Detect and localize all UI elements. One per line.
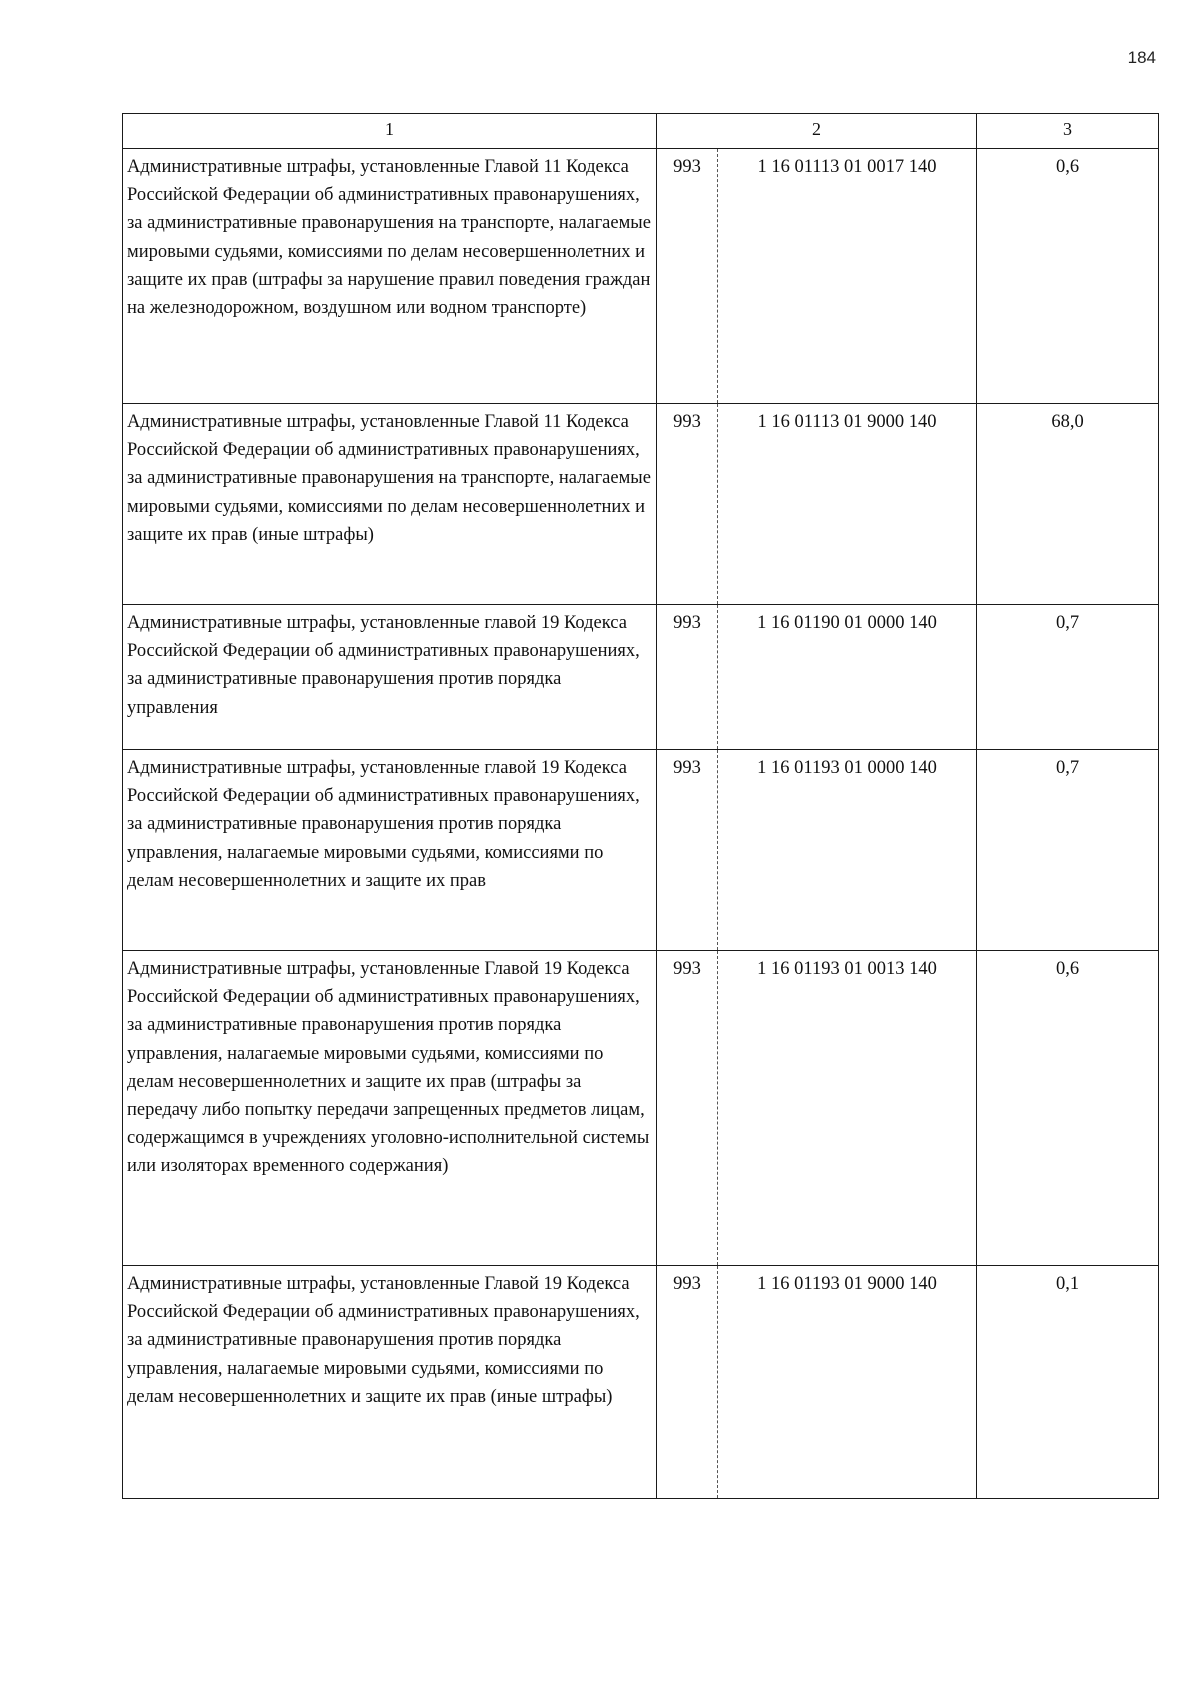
table-row <box>123 1266 1159 1499</box>
budget-code: 1 16 01193 01 9000 140 <box>757 1274 937 1294</box>
admin-code: 993 <box>657 605 718 749</box>
row-code-cell <box>657 1266 977 1499</box>
row-name: Административные штрафы, установленные главой 19 Кодекса Российской Федерации об административных правонарушениях, за административные правонарушения против порядка управления <box>123 605 657 750</box>
table-row <box>123 149 1159 404</box>
page-number: 184 <box>1127 48 1156 67</box>
row-name: Административные штрафы, установленные Главой 11 Кодекса Российской Федерации об административных правонарушениях, за административные правонарушения на транспорте, налагаемые мировыми судьями, комиссиями по делам несовершеннолетних и защите их прав (иные штрафы) <box>123 404 657 605</box>
table-row <box>123 750 1159 951</box>
header-col-3: 3 <box>977 114 1159 149</box>
budget-code: 1 16 01113 01 9000 140 <box>757 412 937 432</box>
row-amount: 0,7 <box>977 605 1159 750</box>
row-code-cell <box>657 605 977 750</box>
budget-code: 1 16 01193 01 0013 140 <box>757 959 937 979</box>
admin-code: 993 <box>657 149 718 403</box>
budget-code: 1 16 01190 01 0000 140 <box>757 613 937 633</box>
row-name: Административные штрафы, установленные Главой 19 Кодекса Российской Федерации об административных правонарушениях, за административные правонарушения против порядка управления, налагаемые мировыми судьями, комиссиями по делам несовершеннолетних и защите их прав (штрафы за передачу либо попытку передачи запрещенных предметов лицам, содержащимся в учреждениях уголовно-исполнительной системы или изоляторах временного содержания) <box>123 951 657 1266</box>
row-name: Административные штрафы, установленные главой 19 Кодекса Российской Федерации об административных правонарушениях, за административные правонарушения против порядка управления, налагаемые мировыми судьями, комиссиями по делам несовершеннолетних и защите их прав <box>123 750 657 951</box>
budget-code: 1 16 01193 01 0000 140 <box>757 758 937 778</box>
admin-code: 993 <box>657 951 718 1265</box>
table-row <box>123 951 1159 1266</box>
row-amount: 68,0 <box>977 404 1159 605</box>
row-code-cell <box>657 951 977 1266</box>
admin-code: 993 <box>657 1266 718 1498</box>
admin-code: 993 <box>657 404 718 604</box>
header-row <box>123 114 1159 149</box>
header-col-1: 1 <box>123 114 657 149</box>
row-amount: 0,7 <box>977 750 1159 951</box>
row-code-cell <box>657 149 977 404</box>
row-code-cell <box>657 404 977 605</box>
table-row <box>123 605 1159 750</box>
row-amount: 0,6 <box>977 951 1159 1266</box>
row-amount: 0,6 <box>977 149 1159 404</box>
budget-code: 1 16 01113 01 0017 140 <box>757 157 937 177</box>
row-code-cell <box>657 750 977 951</box>
revenue-table <box>122 113 1159 1499</box>
row-amount: 0,1 <box>977 1266 1159 1499</box>
admin-code: 993 <box>657 750 718 950</box>
table-row <box>123 404 1159 605</box>
header-col-2: 2 <box>657 114 977 149</box>
row-name: Административные штрафы, установленные Главой 11 Кодекса Российской Федерации об административных правонарушениях, за административные правонарушения на транспорте, налагаемые мировыми судьями, комиссиями по делам несовершеннолетних и защите их прав (штрафы за нарушение правил поведения граждан на железнодорожном, воздушном или водном транспорте) <box>123 149 657 404</box>
row-name: Административные штрафы, установленные Главой 19 Кодекса Российской Федерации об административных правонарушениях, за административные правонарушения против порядка управления, налагаемые мировыми судьями, комиссиями по делам несовершеннолетних и защите их прав (иные штрафы) <box>123 1266 657 1499</box>
